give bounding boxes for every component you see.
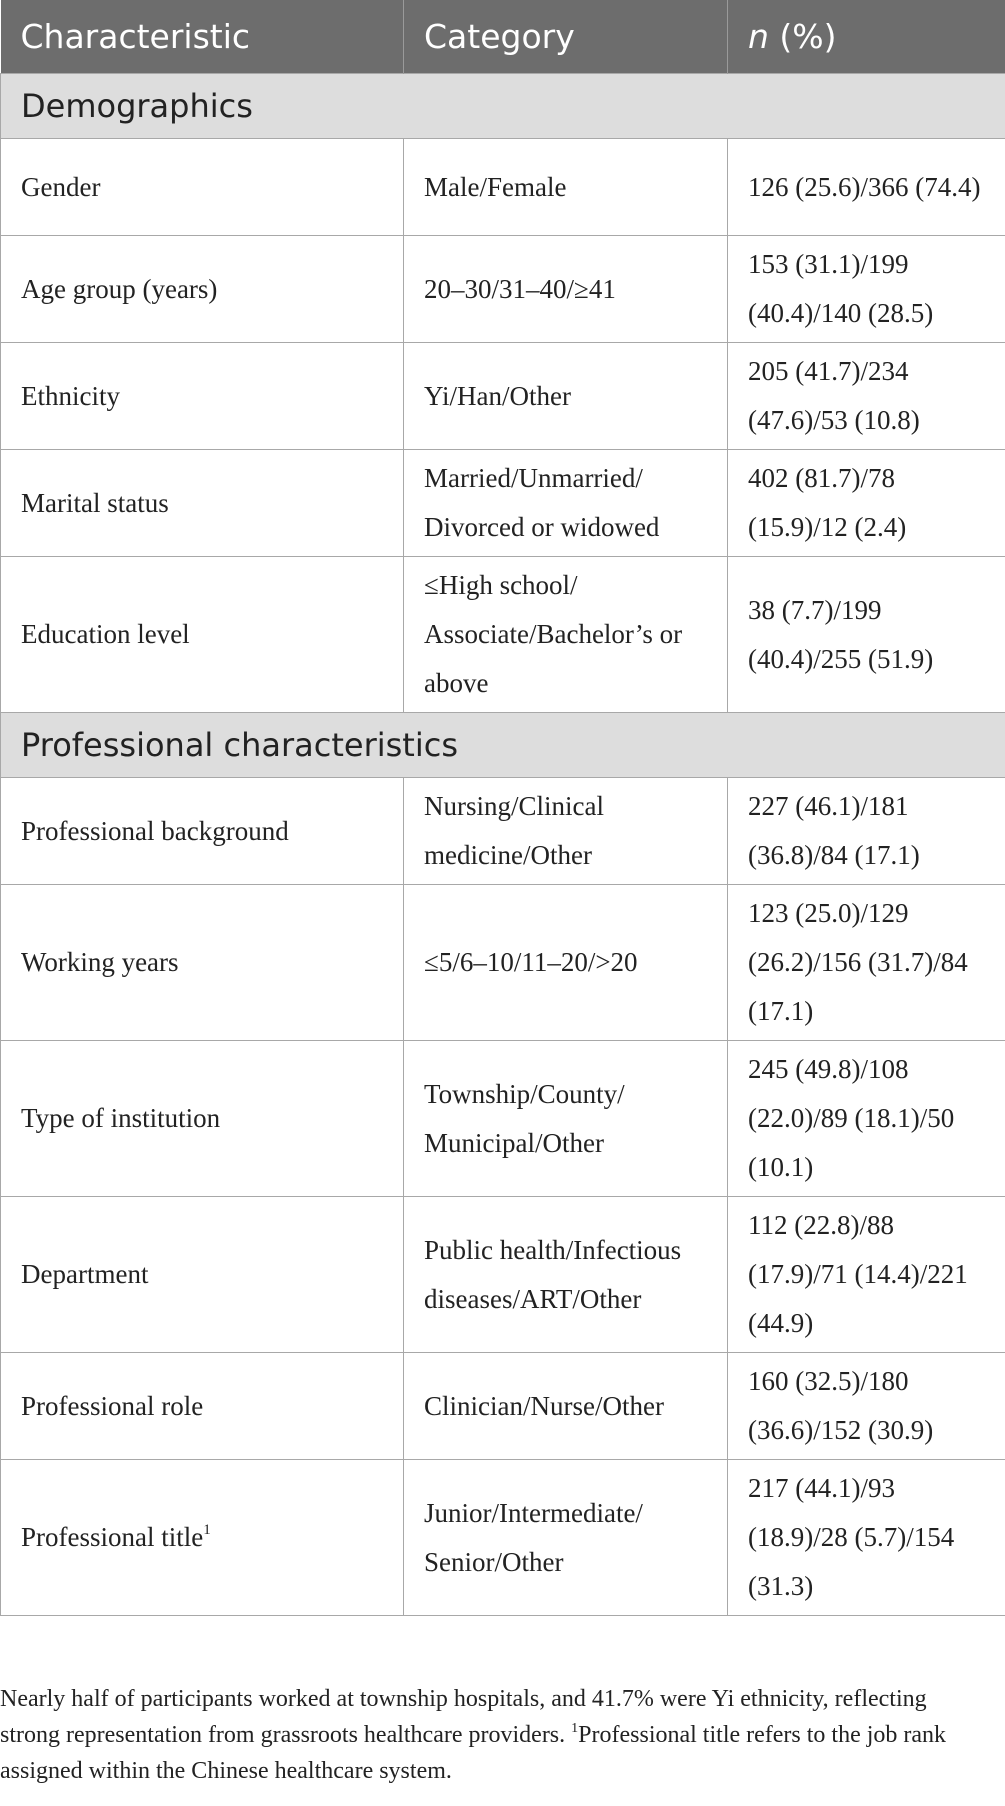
table-row [1, 1197, 1005, 1353]
table-row [1, 1353, 1005, 1460]
header-category: Category [404, 0, 728, 74]
table-footnote [0, 1681, 980, 1789]
value-cell: 112 (22.8)/88 (17.9)/71 (14.4)/221 (44.9) [728, 1197, 1005, 1353]
characteristic-cell [1, 1460, 404, 1616]
header-n-percent [728, 0, 1005, 74]
table-row [1, 343, 1005, 450]
category-cell: Nursing/Clinical medicine/Other [404, 778, 728, 885]
section-title: Professional characteristics [1, 713, 1005, 778]
characteristic-cell: Working years [1, 885, 404, 1041]
table-row [1, 778, 1005, 885]
characteristic-cell: Department [1, 1197, 404, 1353]
footnote-text-1: Nearly half of participants worked at township hospitals, and 41.7% were Yi ethnicity, reflecting strong representation from grassroots healthcare providers. [0, 1686, 927, 1748]
value-cell: 217 (44.1)/93 (18.9)/28 (5.7)/154 (31.3) [728, 1460, 1005, 1616]
characteristic-cell: Gender [1, 139, 404, 236]
category-cell: Married/Unmarried/ Divorced or widowed [404, 450, 728, 557]
characteristic-cell: Professional role [1, 1353, 404, 1460]
table-row [1, 1041, 1005, 1197]
table-row [1, 557, 1005, 713]
table-row [1, 236, 1005, 343]
value-cell: 123 (25.0)/129 (26.2)/156 (31.7)/84 (17.1) [728, 885, 1005, 1041]
table-row [1, 139, 1005, 236]
characteristic-text: Professional title [21, 1522, 204, 1552]
value-cell: 227 (46.1)/181 (36.8)/84 (17.1) [728, 778, 1005, 885]
table-row [1, 885, 1005, 1041]
value-cell: 245 (49.8)/108 (22.0)/89 (18.1)/50 (10.1) [728, 1041, 1005, 1197]
characteristic-cell: Type of institution [1, 1041, 404, 1197]
header-percent: (%) [768, 17, 837, 56]
value-cell: 153 (31.1)/199 (40.4)/140 (28.5) [728, 236, 1005, 343]
category-cell: ≤High school/ Associate/Bachelor’s or above [404, 557, 728, 713]
header-characteristic: Characteristic [1, 0, 404, 74]
category-cell: ≤5/6–10/11–20/>20 [404, 885, 728, 1041]
characteristic-cell: Ethnicity [1, 343, 404, 450]
characteristic-cell: Education level [1, 557, 404, 713]
section-row-demographics [1, 74, 1005, 139]
footnote-text-2: Professional title refers to the job rank assigned within the Chinese healthcare system. [0, 1722, 947, 1784]
category-cell: 20–30/31–40/≥41 [404, 236, 728, 343]
section-title: Demographics [1, 74, 1005, 139]
characteristic-cell: Marital status [1, 450, 404, 557]
section-row-professional [1, 713, 1005, 778]
value-cell: 38 (7.7)/199 (40.4)/255 (51.9) [728, 557, 1005, 713]
value-cell: 160 (32.5)/180 (36.6)/152 (30.9) [728, 1353, 1005, 1460]
header-n: n [748, 17, 769, 56]
value-cell: 205 (41.7)/234 (47.6)/53 (10.8) [728, 343, 1005, 450]
category-cell: Clinician/Nurse/Other [404, 1353, 728, 1460]
footnote-sup: 1 [571, 1721, 579, 1736]
header-row [1, 0, 1005, 74]
category-cell: Public health/Infectious diseases/ART/Other [404, 1197, 728, 1353]
value-cell: 402 (81.7)/78 (15.9)/12 (2.4) [728, 450, 1005, 557]
characteristic-cell: Professional background [1, 778, 404, 885]
table-row [1, 1460, 1005, 1616]
category-cell: Township/County/ Municipal/Other [404, 1041, 728, 1197]
category-cell: Junior/Intermediate/ Senior/Other [404, 1460, 728, 1616]
category-cell: Male/Female [404, 139, 728, 236]
characteristic-cell: Age group (years) [1, 236, 404, 343]
table-row [1, 450, 1005, 557]
value-cell: 126 (25.6)/366 (74.4) [728, 139, 1005, 236]
category-cell: Yi/Han/Other [404, 343, 728, 450]
footnote-marker: 1 [203, 1522, 211, 1538]
